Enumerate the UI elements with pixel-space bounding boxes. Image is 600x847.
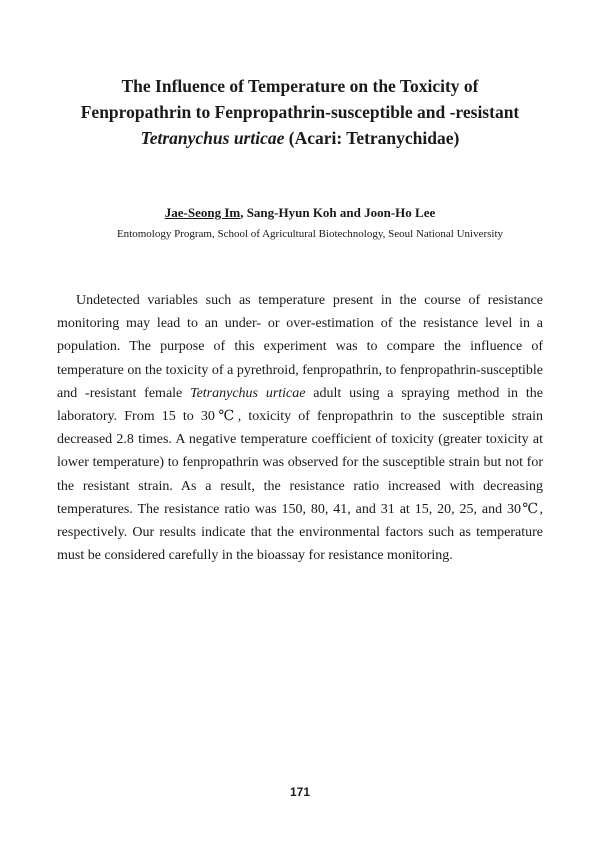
- abstract-text-part-2: adult using a spraying method in the laboratory. From 15 to 30℃, toxicity of fenpropathrin to the susceptible strain decreased 2.8 times. A negative temperature coefficient of toxicity (greater toxicity at lower temperature) to fenpropathrin was observed for the susceptible strain but not for the resistant strain. As a result, the resistance ratio increased with decreasing temperatures. The resistance ratio was 150, 80, 41, and 31 at 15, 20, 25, and 30℃, respectively. Our results indicate that the environmental factors such as temperature must be considered carefully in the bioassay for resistance monitoring.: [57, 385, 543, 564]
- affiliation: Entomology Program, School of Agricultural Biotechnology, Seoul National University: [116, 228, 504, 240]
- title-line-2: Fenpropathrin to Fenpropathrin-susceptible and -resistant: [80, 102, 520, 122]
- title-taxon: (Acari: Tetranychidae): [284, 128, 460, 148]
- presenting-author: Jae-Seong Im: [164, 205, 241, 220]
- author-list: [0, 205, 600, 221]
- title-line-1: The Influence of Temperature on the Toxicity of: [121, 76, 479, 96]
- abstract-species-name: Tetranychus urticae: [190, 385, 306, 401]
- abstract-body: [57, 289, 543, 567]
- page-number: 171: [289, 785, 311, 799]
- paper-title: [0, 73, 600, 151]
- title-species-name: Tetranychus urticae: [140, 128, 285, 148]
- co-authors: , Sang-Hyun Koh and Joon-Ho Lee: [240, 205, 436, 220]
- title-line-3: [0, 125, 600, 151]
- abstract-text-part-1: Undetected variables such as temperature present in the course of resistance monitoring may lead to an under- or over-estimation of the resistance level in a population. The purpose of this experiment was to compare the influence of temperature on the toxicity of a pyrethroid, fenpropathrin, to fenpropathrin-susceptible and -resistant female: [57, 293, 543, 401]
